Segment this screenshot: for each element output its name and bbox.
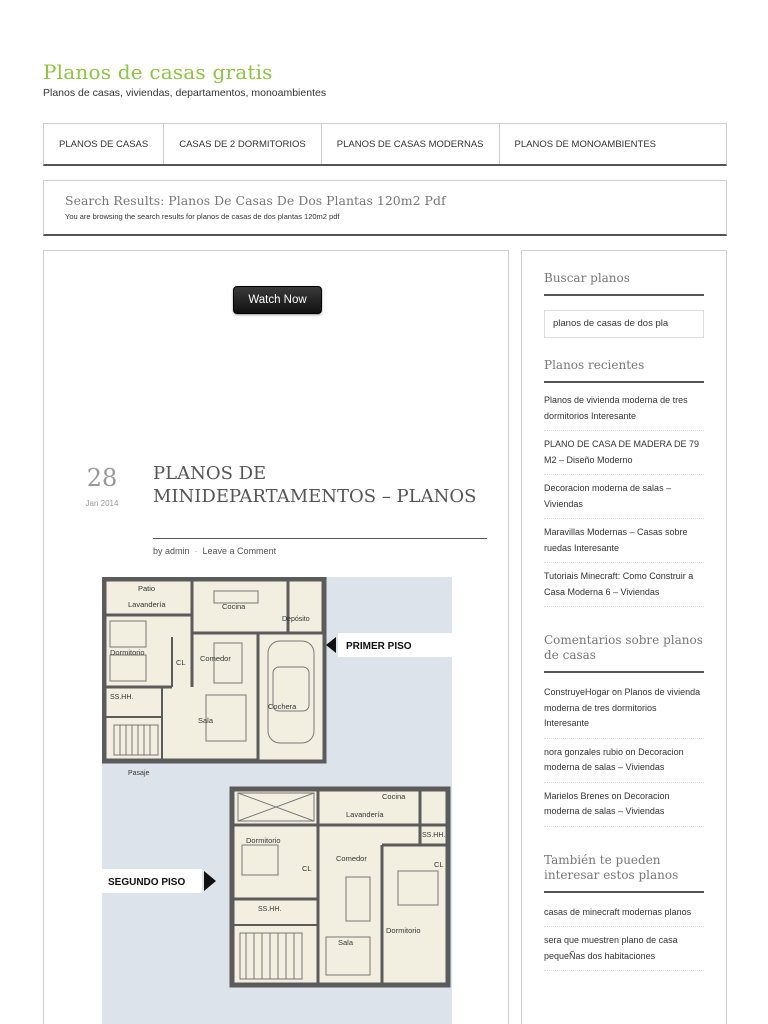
related-plans-list [544, 899, 704, 972]
post-title[interactable]: PLANOS DE MINIDEPARTAMENTOS – PLANOS [153, 463, 477, 507]
search-results-title: Search Results: Planos De Casas De Dos Plantas 120m2 Pdf [65, 193, 446, 208]
nav-item-planos-casas-modernas[interactable]: PLANOS DE CASAS MODERNAS [322, 124, 500, 164]
site-description: Planos de casas, viviendas, departamentos, monoambientes [43, 87, 327, 99]
room-label-lavanderia: Lavandería [128, 600, 166, 609]
room-label-sala: Sala [198, 716, 214, 725]
post-date-day: 28 [86, 464, 118, 492]
room-label-sshh-right: SS.HH. [422, 832, 446, 839]
recent-post-link[interactable]: Tutoriais Minecraft: Como Construir a Casa Moderna 6 – Viviendas [544, 563, 704, 607]
meta-separator: · [194, 546, 198, 556]
room-label-cl: CL [176, 658, 186, 667]
first-floor-label: PRIMER PISO [346, 641, 412, 652]
room-label-dormitorio: Dormitorio [110, 648, 145, 657]
related-plans-title: También te pueden interesar estos planos [544, 853, 704, 893]
recent-comment-link[interactable]: Marielos Brenes on Decoracion moderna de salas – Viviendas [544, 783, 704, 827]
room-label-comedor-2: Comedor [336, 854, 367, 863]
nav-item-planos-monoambientes[interactable]: PLANOS DE MONOAMBIENTES [514, 139, 656, 150]
nav-item-casas-2-dormitorios[interactable]: CASAS DE 2 DORMITORIOS [164, 124, 322, 164]
sidebar-search-input[interactable]: planos de casas de dos pla [544, 310, 704, 338]
post-author[interactable]: by admin [153, 546, 190, 556]
room-label-dormitorio-left: Dormitorio [246, 836, 281, 845]
main-nav [43, 123, 727, 166]
recent-posts-title: Planos recientes [544, 358, 704, 383]
recent-posts-list [544, 387, 704, 607]
room-label-cl-left: CL [302, 864, 312, 873]
room-label-cochera: Cochera [268, 702, 297, 711]
room-label-sshh: SS.HH. [110, 694, 134, 701]
leave-comment-link[interactable]: Leave a Comment [202, 546, 277, 556]
site-title[interactable]: Planos de casas gratis [43, 60, 273, 84]
recent-post-link[interactable]: Planos de vivienda moderna de tres dormitorios Interesante [544, 387, 704, 431]
recent-comment-link[interactable]: nora gonzales rubio on Decoracion moderna de salas – Viviendas [544, 739, 704, 783]
floorplan-image [102, 577, 452, 1024]
recent-post-link[interactable]: Decoracion moderna de salas – Viviendas [544, 475, 704, 519]
second-floor-outline [232, 789, 448, 985]
related-plan-link[interactable]: casas de minecraft modernas planos [544, 899, 704, 928]
room-label-lavanderia-2: Lavandería [346, 810, 384, 819]
search-results-header [43, 180, 727, 236]
room-label-cocina: Cocina [222, 602, 246, 611]
room-label-pasaje: Pasaje [128, 770, 150, 777]
recent-post-link[interactable]: Maravillas Modernas – Casas sobre ruedas Interesante [544, 519, 704, 563]
recent-comment-link[interactable]: ConstruyeHogar on Planos de vivienda moderna de tres dormitorios Interesante [544, 679, 704, 739]
room-label-sala-2: Sala [338, 938, 354, 947]
nav-item-planos-de-casas[interactable]: PLANOS DE CASAS [44, 124, 164, 164]
room-label-cocina-2: Cocina [382, 792, 406, 801]
post-title-divider [153, 538, 487, 539]
search-widget-title: Buscar planos [544, 271, 704, 296]
room-label-deposito: Depósito [282, 616, 310, 623]
room-label-patio: Patio [138, 584, 156, 593]
watch-now-button[interactable]: Watch Now [233, 286, 322, 314]
room-label-dormitorio-right: Dormitorio [386, 926, 421, 935]
search-results-subtitle: You are browsing the search results for planos de casas de dos plantas 120m2 pdf [65, 212, 340, 221]
room-label-cl-right: CL [434, 860, 444, 869]
main-content [43, 250, 509, 1024]
post-date-month: Jan 2014 [85, 499, 119, 508]
room-label-sshh-left: SS.HH. [258, 906, 282, 913]
second-floor-label: SEGUNDO PISO [108, 877, 186, 888]
recent-comments-title: Comentarios sobre planos de casas [544, 633, 704, 673]
related-plan-link[interactable]: sera que muestren plano de casa pequeÑas dos habitaciones [544, 927, 704, 971]
sidebar [521, 250, 727, 1024]
room-label-comedor: Comedor [200, 654, 231, 663]
recent-comments-list [544, 679, 704, 827]
recent-post-link[interactable]: PLANO DE CASA DE MADERA DE 79 M2 – Diseño Moderno [544, 431, 704, 475]
post-meta [153, 546, 276, 556]
